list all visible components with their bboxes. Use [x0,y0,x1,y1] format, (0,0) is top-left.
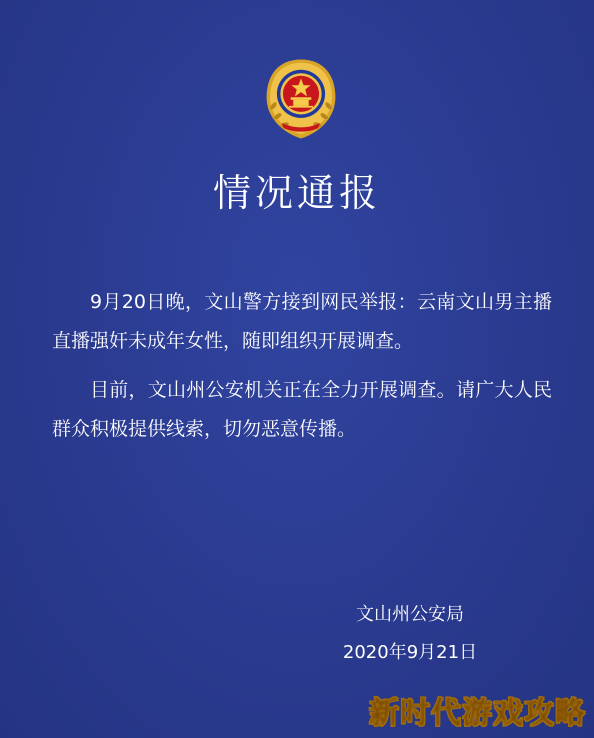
police-emblem-icon [258,56,344,142]
signature-block [330,596,490,672]
notice-paragraph: 目前，文山州公安机关正在全力开展调查。请广大人民群众积极提供线索，切勿恶意传播。 [52,379,552,440]
issue-date: 2020年9月21日 [342,642,478,663]
issuer-name: 文山州公安局 [356,604,464,625]
notice-body [52,283,552,459]
watermark: 新时代游戏攻略 [369,688,586,732]
page-title: 情况通报 [212,171,381,215]
notice-paragraph: 9月20日晚，文山警方接到网民举报：云南文山男主播直播强奸未成年女性，随即组织开展调查。 [52,291,552,352]
